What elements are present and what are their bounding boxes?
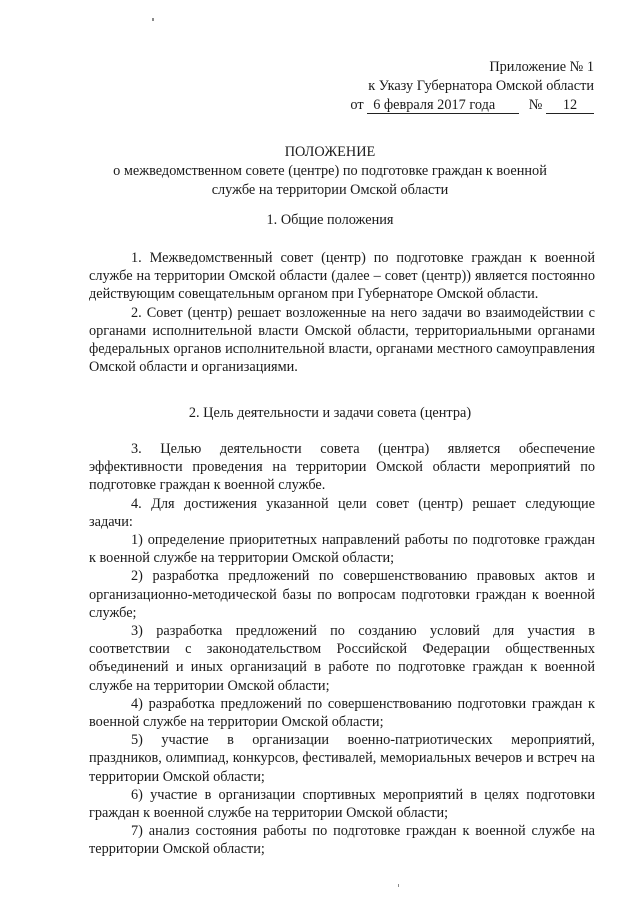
section1-heading: 1. Общие положения (266, 212, 394, 228)
list-item: 5) участие в организации военно-патриотических мероприятий, праздников, олимпиад, конкурсов, фестивалей, мемориальных вечеров и встреч на территории Омской области; (89, 732, 595, 785)
paragraph: 4. Для достижения указанной цели совет (центр) решает следующие задачи: (89, 495, 595, 530)
decree-number: 12 (546, 98, 594, 114)
number-label: № (528, 97, 543, 113)
list-item: 6) участие в организации спортивных мероприятий в целях подготовки граждан к военной службе на территории Омской области; (89, 786, 595, 822)
title-subtitle-line1: о межведомственном совете (центре) по подготовке граждан к военной (113, 163, 547, 179)
list-item: 7) анализ состояния работы по подготовке граждан к военной службе на территории Омской области; (89, 823, 595, 858)
list-item: 1) определение приоритетных направлений работы по подготовке граждан к военной службе на территории Омской области; (89, 532, 595, 567)
appendix-decree-reference: к Указу Губернатора Омской области (368, 78, 594, 94)
appendix-number: Приложение № 1 (489, 59, 594, 75)
list-item: 3) разработка предложений по созданию условий для участия в соответствии с законодательством Российской Федерации общественных объединений и иных организаций в работе по подготовке граждан к военной службе на территории Омской области; (89, 623, 595, 694)
scan-speck (398, 884, 399, 887)
paragraph: 2. Совет (центр) решает возложенные на него задачи во взаимодействии с органами исполнительной власти Омской области, территориальными органами федеральных органов исполнительной власти, органами местного самоуправления Омской области и организациями. (89, 304, 595, 376)
section2-body (89, 440, 595, 859)
date-prefix: от (350, 97, 364, 113)
section2-heading: 2. Цель деятельности и задачи совета (центра) (188, 405, 472, 421)
decree-date: 6 февраля 2017 года (367, 98, 519, 114)
list-item: 2) разработка предложений по совершенствованию правовых актов и организационно-методической базы по вопросам подготовки граждан к военной службе; (89, 568, 595, 621)
document-title (60, 143, 600, 200)
scan-speck (152, 18, 154, 21)
appendix-header (350, 58, 594, 115)
list-item: 4) разработка предложений по совершенствованию подготовки граждан к военной службе на территории Омской области; (89, 695, 595, 731)
paragraph: 3. Целью деятельности совета (центра) является обеспечение эффективности проведения на территории Омской области мероприятий по подготовке граждан к военной службе. (89, 441, 595, 494)
title-heading: ПОЛОЖЕНИЕ (284, 144, 376, 160)
appendix-date-line (350, 96, 594, 115)
paragraph: 1. Межведомственный совет (центр) по подготовке граждан к военной службе на территории Омской области (далее – совет (центр)) является постоянно действующим совещательным органом при Губернаторе Омской области. (89, 250, 595, 303)
title-subtitle-line2: службе на территории Омской области (211, 182, 449, 198)
section1-body (89, 249, 595, 376)
